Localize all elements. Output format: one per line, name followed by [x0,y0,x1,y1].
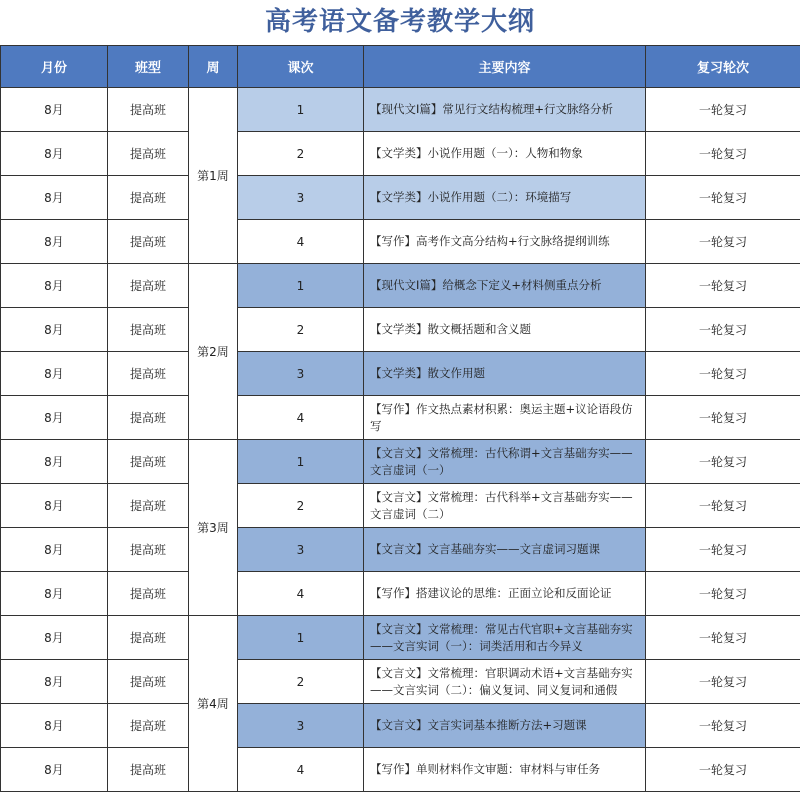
lesson-cell: 3 [238,528,364,572]
class-type-cell: 提高班 [108,352,189,396]
lesson-cell: 3 [238,352,364,396]
lesson-cell: 2 [238,660,364,704]
header-class-type: 班型 [108,46,189,88]
month-cell: 8月 [1,352,108,396]
review-round-cell: 一轮复习 [646,396,800,440]
month-cell: 8月 [1,660,108,704]
table-body [1,88,800,792]
month-cell: 8月 [1,220,108,264]
header-month: 月份 [1,46,108,88]
table-row [1,616,800,660]
class-type-cell: 提高班 [108,660,189,704]
review-round-cell: 一轮复习 [646,484,800,528]
class-type-cell: 提高班 [108,264,189,308]
month-cell: 8月 [1,88,108,132]
content-cell: 【写作】作文热点素材积累：奥运主题+议论语段仿写 [364,396,646,440]
review-round-cell: 一轮复习 [646,704,800,748]
lesson-cell: 1 [238,264,364,308]
review-round-cell: 一轮复习 [646,528,800,572]
lesson-cell: 4 [238,748,364,792]
lesson-cell: 1 [238,440,364,484]
table-header-row [1,46,800,88]
content-cell: 【现代文I篇】常见行文结构梳理+行文脉络分析 [364,88,646,132]
class-type-cell: 提高班 [108,176,189,220]
class-type-cell: 提高班 [108,748,189,792]
table-row [1,308,800,352]
month-cell: 8月 [1,440,108,484]
page-title: 高考语文备考教学大纲 [0,0,800,45]
content-cell: 【文学类】散文作用题 [364,352,646,396]
class-type-cell: 提高班 [108,440,189,484]
month-cell: 8月 [1,176,108,220]
table-row [1,660,800,704]
header-review-round: 复习轮次 [646,46,800,88]
content-cell: 【文言文】文常梳理：古代称谓+文言基础夯实——文言虚词（一） [364,440,646,484]
month-cell: 8月 [1,528,108,572]
syllabus-table [0,45,800,792]
header-week: 周 [189,46,238,88]
month-cell: 8月 [1,132,108,176]
content-cell: 【文言文】文言实词基本推断方法+习题课 [364,704,646,748]
class-type-cell: 提高班 [108,572,189,616]
lesson-cell: 4 [238,396,364,440]
review-round-cell: 一轮复习 [646,220,800,264]
table-row [1,528,800,572]
review-round-cell: 一轮复习 [646,440,800,484]
content-cell: 【文学类】小说作用题（二）：环境描写 [364,176,646,220]
class-type-cell: 提高班 [108,484,189,528]
table-row [1,352,800,396]
table-row [1,704,800,748]
lesson-cell: 3 [238,704,364,748]
content-cell: 【文学类】散文概括题和含义题 [364,308,646,352]
lesson-cell: 2 [238,132,364,176]
lesson-cell: 4 [238,220,364,264]
lesson-cell: 4 [238,572,364,616]
table-row [1,572,800,616]
review-round-cell: 一轮复习 [646,264,800,308]
content-cell: 【现代文I篇】给概念下定义+材料侧重点分析 [364,264,646,308]
lesson-cell: 2 [238,484,364,528]
class-type-cell: 提高班 [108,308,189,352]
month-cell: 8月 [1,572,108,616]
review-round-cell: 一轮复习 [646,660,800,704]
table-row [1,220,800,264]
class-type-cell: 提高班 [108,220,189,264]
review-round-cell: 一轮复习 [646,88,800,132]
lesson-cell: 1 [238,616,364,660]
table-row [1,176,800,220]
table-row [1,88,800,132]
month-cell: 8月 [1,704,108,748]
table-row [1,396,800,440]
lesson-cell: 2 [238,308,364,352]
month-cell: 8月 [1,616,108,660]
class-type-cell: 提高班 [108,616,189,660]
class-type-cell: 提高班 [108,132,189,176]
header-lesson: 课次 [238,46,364,88]
week-cell: 第4周 [189,616,238,792]
month-cell: 8月 [1,484,108,528]
week-cell: 第1周 [189,88,238,264]
header-content: 主要内容 [364,46,646,88]
content-cell: 【文言文】文常梳理：古代科举+文言基础夯实——文言虚词（二） [364,484,646,528]
content-cell: 【文学类】小说作用题（一）：人物和物象 [364,132,646,176]
lesson-cell: 3 [238,176,364,220]
review-round-cell: 一轮复习 [646,308,800,352]
content-cell: 【写作】单则材料作文审题：审材料与审任务 [364,748,646,792]
class-type-cell: 提高班 [108,88,189,132]
review-round-cell: 一轮复习 [646,176,800,220]
review-round-cell: 一轮复习 [646,572,800,616]
table-row [1,484,800,528]
class-type-cell: 提高班 [108,528,189,572]
review-round-cell: 一轮复习 [646,748,800,792]
review-round-cell: 一轮复习 [646,352,800,396]
table-row [1,264,800,308]
month-cell: 8月 [1,396,108,440]
table-row [1,440,800,484]
review-round-cell: 一轮复习 [646,616,800,660]
lesson-cell: 1 [238,88,364,132]
content-cell: 【文言文】文常梳理：官职调动术语+文言基础夯实——文言实词（二）：偏义复词、同义复词和通假 [364,660,646,704]
week-cell: 第3周 [189,440,238,616]
month-cell: 8月 [1,308,108,352]
month-cell: 8月 [1,264,108,308]
class-type-cell: 提高班 [108,704,189,748]
table-row [1,132,800,176]
month-cell: 8月 [1,748,108,792]
class-type-cell: 提高班 [108,396,189,440]
content-cell: 【写作】搭建议论的思维：正面立论和反面论证 [364,572,646,616]
review-round-cell: 一轮复习 [646,132,800,176]
content-cell: 【文言文】文常梳理：常见古代官职+文言基础夯实——文言实词（一）：词类活用和古今异义 [364,616,646,660]
content-cell: 【文言文】文言基础夯实——文言虚词习题课 [364,528,646,572]
week-cell: 第2周 [189,264,238,440]
content-cell: 【写作】高考作文高分结构+行文脉络提纲训练 [364,220,646,264]
